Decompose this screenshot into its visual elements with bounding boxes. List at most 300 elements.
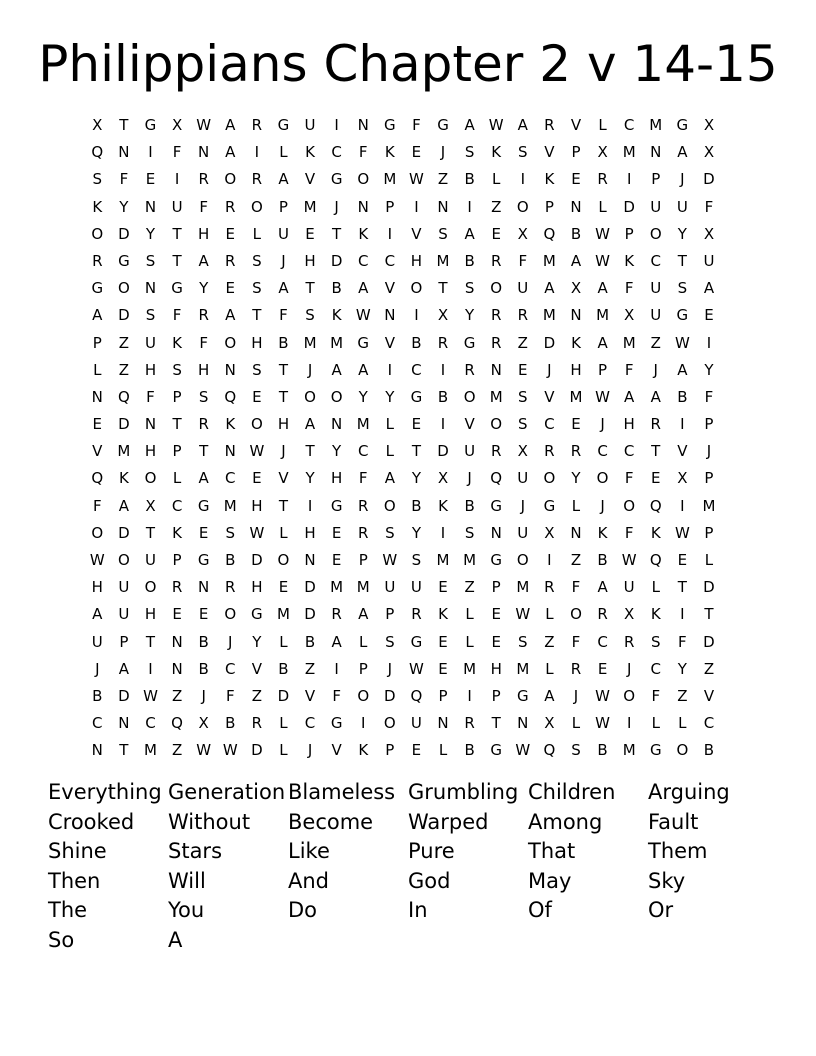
grid-letter: X xyxy=(597,143,608,162)
word-list-item: So xyxy=(48,927,75,952)
grid-row xyxy=(84,656,722,683)
grid-letter: E xyxy=(331,551,342,569)
grid-letter: O xyxy=(383,496,396,515)
grid-letter: O xyxy=(277,551,290,569)
grid-letter: A xyxy=(225,143,236,162)
grid-letter: A xyxy=(118,496,130,515)
grid-letter: I xyxy=(520,170,526,189)
grid-letter: E xyxy=(491,224,501,243)
grid-letter: H xyxy=(304,523,316,542)
grid-letter: O xyxy=(357,686,370,705)
grid-letter: O xyxy=(676,741,689,760)
grid-letter: Q xyxy=(649,551,662,569)
grid-row xyxy=(84,411,722,438)
grid-letter: T xyxy=(252,306,262,325)
word-list-item: Arguing xyxy=(648,780,730,804)
grid-letter: X xyxy=(677,469,688,488)
grid-letter: G xyxy=(118,251,130,270)
grid-letter: N xyxy=(570,523,582,542)
grid-letter: T xyxy=(411,442,421,461)
grid-row xyxy=(84,574,722,601)
grid-letter: C xyxy=(597,632,608,651)
grid-letter: W xyxy=(488,116,504,134)
grid-letter: U xyxy=(277,224,289,243)
grid-letter: A xyxy=(464,224,475,243)
grid-row xyxy=(84,601,722,628)
grid-letter: L xyxy=(172,469,182,488)
grid-letter: A xyxy=(225,116,236,134)
grid-letter: Z xyxy=(517,333,528,352)
grid-letter: Q xyxy=(490,469,503,488)
grid-letter: R xyxy=(490,306,502,325)
grid-letter: E xyxy=(198,523,209,542)
grid-letter: A xyxy=(331,632,342,651)
grid-letter: P xyxy=(358,659,368,678)
grid-letter: H xyxy=(331,469,343,488)
grid-letter: O xyxy=(224,333,237,352)
word-list-item: Or xyxy=(648,898,674,923)
grid-letter: D xyxy=(703,632,715,651)
grid-letter: F xyxy=(678,632,687,651)
grid-letter: L xyxy=(651,714,660,733)
grid-letter: N xyxy=(198,143,210,162)
grid-letter: G xyxy=(330,496,343,515)
grid-letter: T xyxy=(491,714,501,733)
grid-letter: X xyxy=(437,306,449,325)
grid-row xyxy=(84,330,722,357)
grid-row xyxy=(84,438,722,465)
grid-letter: G xyxy=(251,605,263,624)
grid-letter: M xyxy=(489,387,503,406)
grid-letter: C xyxy=(597,442,608,461)
grid-letter: A xyxy=(278,170,289,189)
grid-letter: J xyxy=(95,659,100,678)
grid-letter: T xyxy=(278,496,289,515)
grid-letter: R xyxy=(171,578,183,597)
grid-letter: O xyxy=(383,714,396,733)
grid-letter: N xyxy=(437,197,449,216)
grid-letter: P xyxy=(704,415,714,434)
grid-letter: J xyxy=(653,360,658,379)
grid-letter: W xyxy=(595,714,610,733)
grid-row xyxy=(84,520,722,547)
grid-letter: G xyxy=(437,116,449,134)
grid-letter: S xyxy=(92,170,103,189)
grid-letter: K xyxy=(358,741,369,760)
grid-letter: A xyxy=(544,686,555,705)
grid-letter: C xyxy=(92,714,103,733)
grid-letter: S xyxy=(518,632,528,651)
grid-letter: H xyxy=(251,496,263,515)
grid-letter: J xyxy=(573,686,579,705)
grid-letter: P xyxy=(624,224,634,243)
word-list-item: Warped xyxy=(408,809,489,834)
grid-letter: A xyxy=(225,306,236,325)
grid-letter: R xyxy=(358,523,369,542)
grid-letter: A xyxy=(677,360,688,379)
grid-letter: E xyxy=(198,605,209,624)
grid-letter: J xyxy=(307,360,313,379)
grid-letter: J xyxy=(228,632,233,651)
grid-letter: K xyxy=(544,170,555,189)
grid-letter: V xyxy=(384,333,395,352)
grid-letter: F xyxy=(704,387,714,406)
grid-row xyxy=(84,465,722,492)
grid-letter: T xyxy=(278,360,289,379)
grid-letter: U xyxy=(304,116,316,134)
grid-letter: V xyxy=(703,686,715,705)
grid-letter: G xyxy=(330,170,343,189)
grid-letter: P xyxy=(651,170,661,189)
grid-letter: I xyxy=(706,333,712,352)
grid-letter: N xyxy=(118,143,130,162)
grid-letter: A xyxy=(650,387,661,406)
grid-letter: W xyxy=(143,686,158,705)
grid-letter: J xyxy=(387,659,393,678)
grid-letter: X xyxy=(703,143,715,162)
grid-letter: S xyxy=(198,387,209,406)
grid-letter: D xyxy=(437,442,449,461)
grid-letter: O xyxy=(144,578,157,597)
grid-letter: N xyxy=(490,523,502,542)
grid-letter: S xyxy=(438,224,448,243)
grid-letter: K xyxy=(92,197,103,216)
grid-letter: S xyxy=(411,551,422,569)
grid-letter: E xyxy=(305,224,315,243)
grid-letter: R xyxy=(650,415,661,434)
grid-letter: G xyxy=(490,551,503,569)
grid-letter: B xyxy=(278,333,289,352)
grid-letter: A xyxy=(358,360,369,379)
word-list-row xyxy=(48,837,768,867)
grid-letter: Y xyxy=(411,523,421,542)
letter-grid xyxy=(84,112,722,765)
grid-letter: P xyxy=(278,197,288,216)
grid-letter: N xyxy=(118,714,130,733)
grid-letter: O xyxy=(596,469,609,488)
grid-letter: N xyxy=(198,578,210,597)
grid-letter: E xyxy=(571,170,581,189)
grid-letter: L xyxy=(571,714,581,733)
grid-letter: A xyxy=(118,659,130,678)
grid-letter: T xyxy=(145,632,156,651)
grid-letter: H xyxy=(198,224,210,243)
grid-letter: E xyxy=(571,415,581,434)
grid-letter: R xyxy=(490,442,502,461)
grid-letter: B xyxy=(570,224,582,243)
grid-letter: F xyxy=(624,279,634,298)
word-list-item: Among xyxy=(528,809,603,834)
grid-letter: M xyxy=(356,415,370,434)
grid-letter: R xyxy=(490,251,502,270)
grid-letter: O xyxy=(330,387,343,406)
grid-letter: A xyxy=(304,415,316,434)
grid-row xyxy=(84,737,722,764)
grid-letter: G xyxy=(649,741,662,760)
word-list xyxy=(48,778,768,956)
grid-letter: L xyxy=(279,143,288,162)
grid-letter: M xyxy=(330,578,344,597)
grid-letter: Z xyxy=(703,659,715,678)
grid-letter: R xyxy=(517,306,529,325)
grid-letter: Z xyxy=(650,333,661,352)
grid-letter: C xyxy=(411,360,422,379)
grid-letter: X xyxy=(544,714,555,733)
grid-letter: C xyxy=(331,143,342,162)
grid-letter: G xyxy=(463,333,476,352)
grid-letter: J xyxy=(440,143,446,162)
grid-letter: Z xyxy=(171,741,183,760)
grid-letter: K xyxy=(172,523,182,542)
grid-letter: Z xyxy=(544,632,555,651)
grid-letter: C xyxy=(544,415,555,434)
grid-letter: P xyxy=(544,197,554,216)
grid-row xyxy=(84,384,722,411)
grid-letter: N xyxy=(224,442,236,461)
grid-letter: W xyxy=(222,741,238,760)
grid-letter: F xyxy=(624,523,634,542)
grid-letter: P xyxy=(385,197,395,216)
page-title: Philippians Chapter 2 v 14-15 xyxy=(38,35,778,93)
grid-letter: D xyxy=(703,578,715,597)
grid-letter: P xyxy=(438,686,448,705)
grid-letter: D xyxy=(304,578,316,597)
grid-letter: M xyxy=(117,442,131,461)
grid-letter: U xyxy=(171,197,183,216)
grid-letter: S xyxy=(518,387,528,406)
grid-letter: I xyxy=(414,197,419,216)
grid-letter: K xyxy=(384,143,395,162)
grid-letter: I xyxy=(334,659,339,678)
grid-letter: Q xyxy=(91,469,104,488)
grid-letter: D xyxy=(304,605,316,624)
grid-letter: S xyxy=(464,143,475,162)
grid-letter: K xyxy=(624,251,635,270)
grid-letter: R xyxy=(570,442,582,461)
word-list-item: Of xyxy=(528,898,552,923)
grid-letter: S xyxy=(464,279,475,298)
grid-letter: C xyxy=(225,659,236,678)
grid-letter: B xyxy=(677,387,688,406)
grid-letter: F xyxy=(651,686,661,705)
grid-letter: F xyxy=(279,306,288,325)
grid-letter: E xyxy=(704,306,714,325)
grid-letter: W xyxy=(595,387,610,406)
grid-letter: M xyxy=(542,306,556,325)
word-list-row xyxy=(48,867,768,897)
grid-letter: L xyxy=(545,659,554,678)
grid-letter: V xyxy=(570,116,582,134)
word-list-item: Sky xyxy=(648,868,686,893)
word-list-item: Everything xyxy=(48,780,162,804)
grid-letter: V xyxy=(411,224,422,243)
grid-letter: K xyxy=(438,496,448,515)
grid-letter: N xyxy=(570,306,582,325)
grid-row xyxy=(84,166,722,193)
grid-letter: D xyxy=(118,306,130,325)
grid-letter: E xyxy=(491,632,501,651)
grid-letter: M xyxy=(649,116,663,134)
grid-letter: W xyxy=(249,442,265,461)
grid-letter: S xyxy=(518,143,528,162)
grid-letter: O xyxy=(117,551,130,569)
grid-letter: C xyxy=(357,442,369,461)
grid-letter: Z xyxy=(118,333,130,352)
grid-letter: R xyxy=(225,197,236,216)
grid-letter: L xyxy=(359,632,368,651)
grid-letter: V xyxy=(251,659,262,678)
word-list-item: Generation xyxy=(168,780,286,804)
grid-letter: Y xyxy=(358,387,368,406)
grid-letter: Y xyxy=(704,360,714,379)
grid-letter: S xyxy=(651,632,661,651)
grid-letter: P xyxy=(172,387,182,406)
grid-letter: O xyxy=(463,387,476,406)
word-list-item: Without xyxy=(168,809,251,834)
grid-letter: N xyxy=(144,197,157,216)
grid-letter: N xyxy=(144,279,157,298)
grid-letter: W xyxy=(674,523,690,542)
grid-letter: G xyxy=(197,496,210,515)
grid-letter: O xyxy=(357,170,370,189)
grid-letter: B xyxy=(597,551,608,569)
grid-letter: H xyxy=(490,659,502,678)
grid-letter: H xyxy=(277,415,290,434)
grid-letter: P xyxy=(119,632,129,651)
grid-letter: O xyxy=(570,605,582,624)
grid-letter: N xyxy=(517,714,529,733)
grid-letter: N xyxy=(650,143,662,162)
grid-letter: F xyxy=(358,469,368,488)
grid-letter: R xyxy=(437,333,449,352)
grid-letter: L xyxy=(598,197,607,216)
grid-letter: T xyxy=(119,741,129,760)
grid-letter: Y xyxy=(465,306,475,325)
grid-letter: N xyxy=(437,714,449,733)
grid-letter: F xyxy=(704,197,714,216)
grid-letter: M xyxy=(463,659,477,678)
grid-letter: U xyxy=(517,469,529,488)
grid-letter: W xyxy=(674,333,690,352)
grid-letter: J xyxy=(281,442,286,461)
grid-letter: J xyxy=(307,741,313,760)
grid-letter: L xyxy=(492,170,501,189)
grid-letter: T xyxy=(651,442,661,461)
grid-letter: A xyxy=(92,605,103,624)
grid-letter: Q xyxy=(117,387,130,406)
grid-letter: I xyxy=(387,360,393,379)
grid-letter: E xyxy=(331,523,342,542)
grid-letter: R xyxy=(411,605,422,624)
grid-letter: S xyxy=(677,279,688,298)
grid-letter: V xyxy=(278,469,289,488)
word-list-item: Become xyxy=(288,809,374,834)
grid-letter: X xyxy=(437,469,449,488)
grid-letter: W xyxy=(382,551,398,569)
grid-letter: C xyxy=(357,251,369,270)
grid-letter: B xyxy=(411,496,422,515)
grid-letter: A xyxy=(544,279,555,298)
grid-letter: L xyxy=(545,605,554,624)
grid-letter: A xyxy=(384,469,395,488)
grid-letter: N xyxy=(171,659,183,678)
grid-letter: D xyxy=(118,686,130,705)
grid-letter: J xyxy=(281,251,286,270)
grid-letter: L xyxy=(571,496,581,515)
grid-letter: T xyxy=(119,116,129,134)
word-list-item: The xyxy=(48,898,88,923)
grid-letter: I xyxy=(680,415,685,434)
grid-letter: C xyxy=(703,714,715,733)
grid-letter: R xyxy=(198,170,209,189)
grid-letter: B xyxy=(703,741,715,760)
grid-letter: O xyxy=(224,170,237,189)
grid-letter: D xyxy=(384,686,396,705)
grid-letter: I xyxy=(440,415,446,434)
grid-letter: B xyxy=(198,659,209,678)
grid-letter: Y xyxy=(332,442,342,461)
grid-letter: S xyxy=(252,279,262,298)
grid-letter: S xyxy=(385,523,395,542)
grid-letter: G xyxy=(676,306,689,325)
grid-letter: N xyxy=(570,197,582,216)
word-list-item: Shine xyxy=(48,839,107,864)
word-list-item: And xyxy=(288,868,330,893)
grid-letter: K xyxy=(597,523,608,542)
grid-letter: E xyxy=(225,279,235,298)
grid-letter: O xyxy=(623,496,636,515)
word-list-row xyxy=(48,778,768,808)
grid-row xyxy=(84,493,722,520)
grid-letter: U xyxy=(517,523,529,542)
grid-letter: V xyxy=(677,442,688,461)
grid-letter: B xyxy=(278,659,289,678)
word-list-item: May xyxy=(528,868,572,893)
grid-letter: L xyxy=(438,741,448,760)
grid-letter: E xyxy=(651,469,661,488)
grid-letter: G xyxy=(357,333,370,352)
grid-letter: B xyxy=(464,741,475,760)
grid-letter: N xyxy=(91,387,103,406)
grid-letter: A xyxy=(358,279,369,298)
grid-letter: I xyxy=(254,143,260,162)
grid-letter: T xyxy=(172,251,182,270)
grid-letter: M xyxy=(436,251,450,270)
grid-letter: T xyxy=(704,605,714,624)
grid-letter: T xyxy=(172,224,182,243)
grid-letter: Z xyxy=(118,360,130,379)
grid-letter: G xyxy=(171,279,183,298)
grid-letter: R xyxy=(464,714,475,733)
grid-letter: F xyxy=(412,116,421,134)
grid-letter: L xyxy=(385,442,394,461)
grid-letter: R xyxy=(544,116,555,134)
grid-letter: L xyxy=(598,116,607,134)
grid-letter: I xyxy=(387,224,393,243)
grid-letter: L xyxy=(279,714,288,733)
grid-letter: R xyxy=(597,170,608,189)
grid-letter: M xyxy=(569,387,583,406)
grid-letter: O xyxy=(623,686,636,705)
grid-letter: S xyxy=(571,741,581,760)
grid-letter: F xyxy=(332,686,341,705)
grid-letter: I xyxy=(440,523,446,542)
grid-letter: H xyxy=(144,360,157,379)
grid-letter: C xyxy=(171,496,183,515)
grid-letter: S xyxy=(518,415,528,434)
grid-letter: E xyxy=(438,659,448,678)
grid-letter: M xyxy=(144,741,157,760)
